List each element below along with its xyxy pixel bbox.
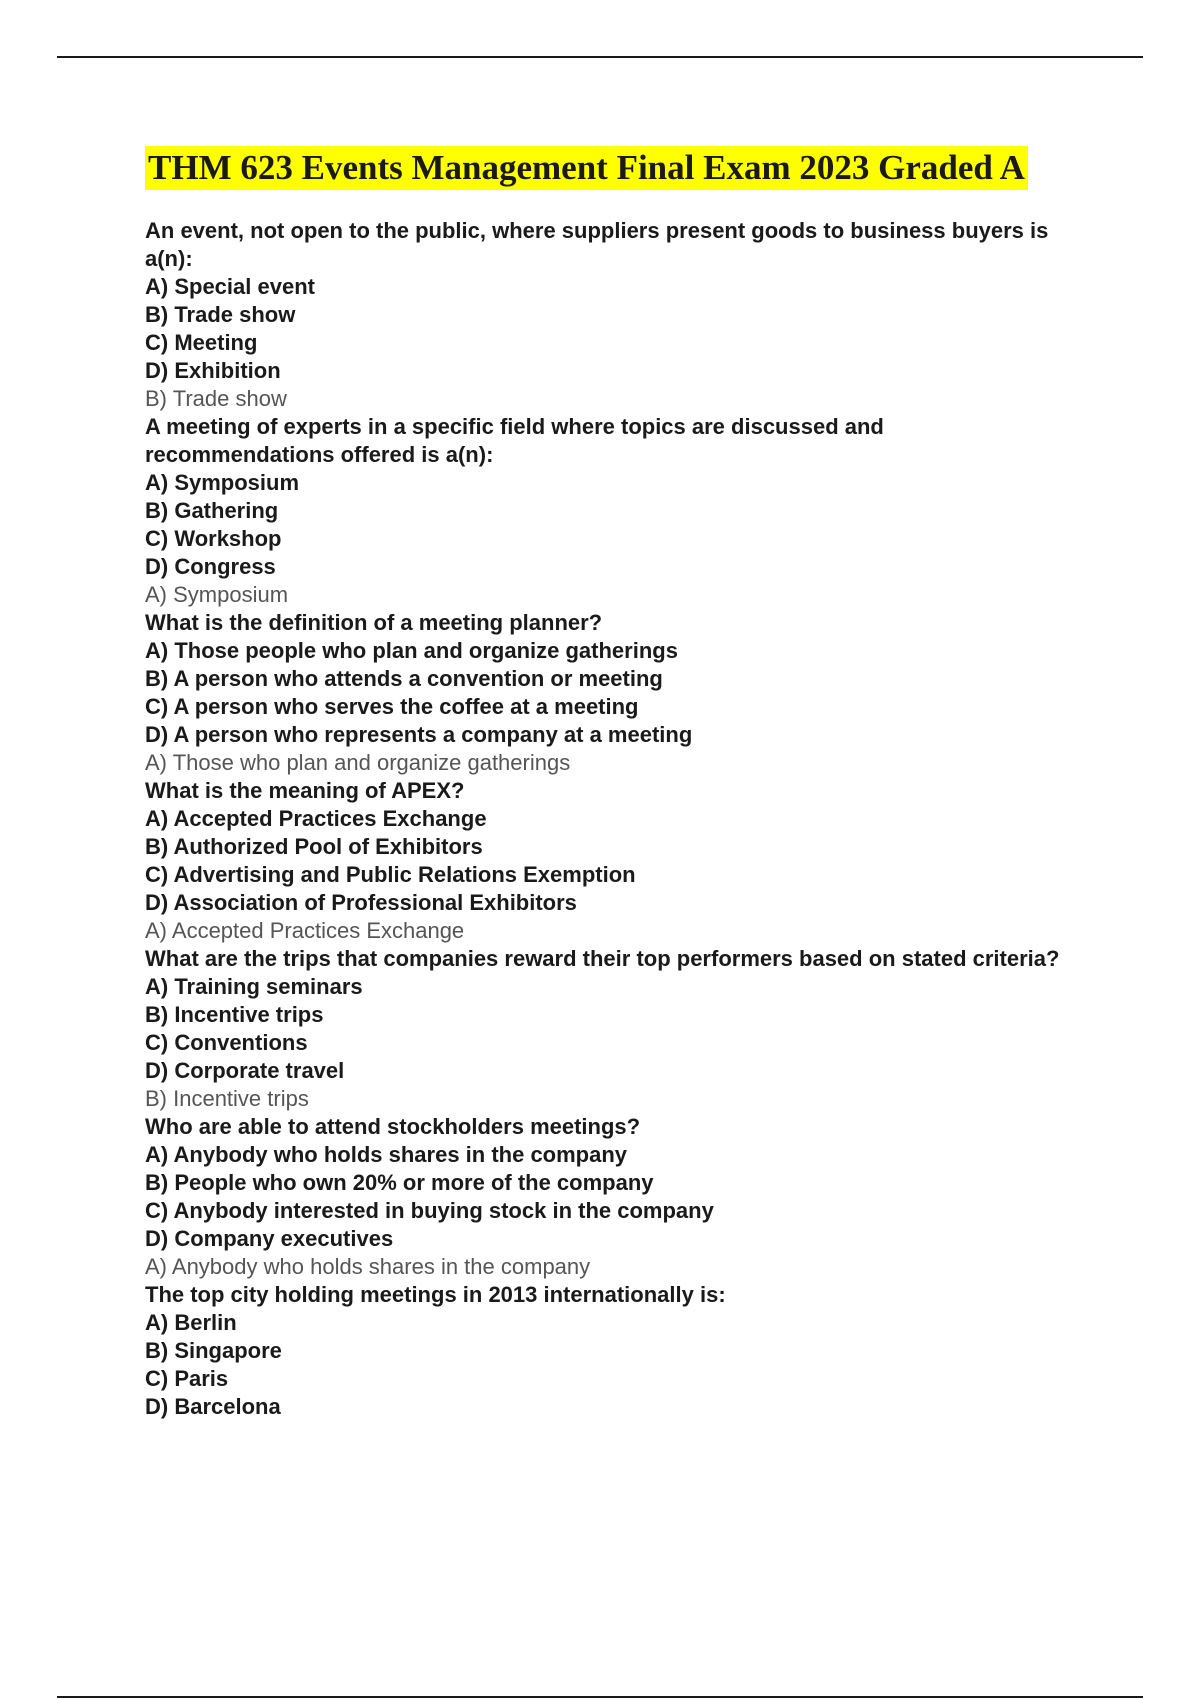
question-list bbox=[145, 217, 1075, 1421]
option-a: A) Symposium bbox=[145, 470, 300, 495]
question-3 bbox=[145, 609, 1075, 777]
option-c: C) A person who serves the coffee at a meeting bbox=[145, 694, 639, 719]
title-block bbox=[145, 146, 1028, 190]
option-c: C) Paris bbox=[145, 1366, 229, 1391]
option-c: C) Anybody interested in buying stock in the company bbox=[145, 1198, 714, 1223]
question-text: What is the meaning of APEX? bbox=[145, 778, 465, 803]
option-d: D) Association of Professional Exhibitors bbox=[145, 890, 577, 915]
option-b: B) People who own 20% or more of the company bbox=[145, 1170, 654, 1195]
question-text: Who are able to attend stockholders meetings? bbox=[145, 1114, 641, 1139]
option-b: B) Incentive trips bbox=[145, 1002, 324, 1027]
option-c: C) Conventions bbox=[145, 1030, 308, 1055]
option-b: B) Authorized Pool of Exhibitors bbox=[145, 834, 483, 859]
option-a: A) Training seminars bbox=[145, 974, 363, 999]
option-a: A) Those people who plan and organize gatherings bbox=[145, 638, 678, 663]
option-d: D) Company executives bbox=[145, 1226, 394, 1251]
answer-text: A) Those who plan and organize gatherings bbox=[145, 750, 571, 775]
answer-text: A) Anybody who holds shares in the company bbox=[145, 1254, 591, 1279]
question-2 bbox=[145, 413, 1075, 609]
option-d: D) Barcelona bbox=[145, 1394, 281, 1419]
option-d: D) A person who represents a company at a meeting bbox=[145, 722, 693, 747]
bottom-rule bbox=[57, 1696, 1143, 1698]
option-c: C) Workshop bbox=[145, 526, 282, 551]
question-text: A meeting of experts in a specific field where topics are discussed and recommendations offered is a(n): bbox=[145, 414, 884, 467]
question-text: What are the trips that companies reward their top performers based on stated criteria? bbox=[145, 946, 1060, 971]
option-d: D) Corporate travel bbox=[145, 1058, 345, 1083]
question-7 bbox=[145, 1281, 1075, 1421]
option-a: A) Berlin bbox=[145, 1310, 237, 1335]
question-4 bbox=[145, 777, 1075, 945]
option-a: A) Special event bbox=[145, 274, 315, 299]
top-rule bbox=[57, 56, 1143, 58]
option-b: B) Singapore bbox=[145, 1338, 282, 1363]
question-text: An event, not open to the public, where suppliers present goods to business buyers is a(n): bbox=[145, 218, 1049, 271]
option-b: B) A person who attends a convention or meeting bbox=[145, 666, 663, 691]
option-c: C) Meeting bbox=[145, 330, 258, 355]
question-5 bbox=[145, 945, 1075, 1113]
document-title: THM 623 Events Management Final Exam 2023 Graded A bbox=[145, 146, 1028, 190]
option-d: D) Congress bbox=[145, 554, 276, 579]
answer-text: A) Accepted Practices Exchange bbox=[145, 918, 465, 943]
answer-text: B) Incentive trips bbox=[145, 1086, 309, 1111]
question-1 bbox=[145, 217, 1075, 413]
answer-text: A) Symposium bbox=[145, 582, 289, 607]
option-b: B) Trade show bbox=[145, 302, 296, 327]
option-b: B) Gathering bbox=[145, 498, 279, 523]
question-text: What is the definition of a meeting planner? bbox=[145, 610, 603, 635]
option-a: A) Anybody who holds shares in the company bbox=[145, 1142, 628, 1167]
question-6 bbox=[145, 1113, 1075, 1281]
option-d: D) Exhibition bbox=[145, 358, 281, 383]
option-a: A) Accepted Practices Exchange bbox=[145, 806, 487, 831]
question-text: The top city holding meetings in 2013 internationally is: bbox=[145, 1282, 726, 1307]
option-c: C) Advertising and Public Relations Exemption bbox=[145, 862, 636, 887]
answer-text: B) Trade show bbox=[145, 386, 287, 411]
